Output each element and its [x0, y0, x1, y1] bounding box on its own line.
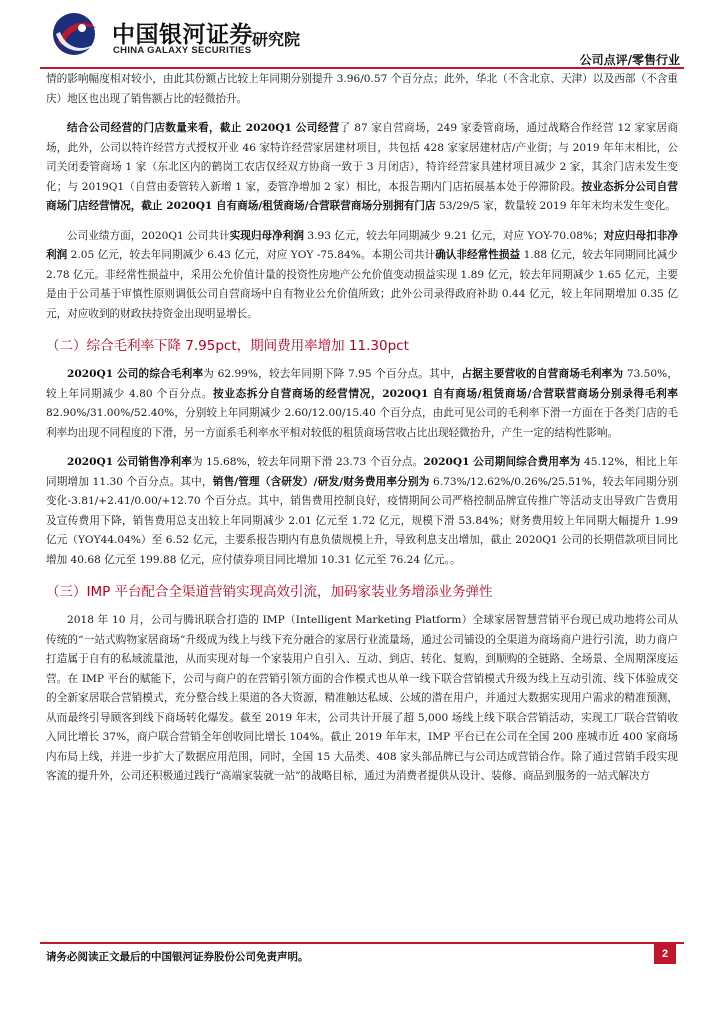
paragraph-performance [46, 227, 678, 325]
bold-text: 对应归母扣非净利润 [46, 229, 679, 261]
bold-text: 按业态拆分自营商场的经营情况，2020Q1 自有商场/租赁商场/合营联营商场分别录得毛利率 [213, 387, 678, 400]
report-body [46, 70, 678, 787]
paragraph-gross-margin [46, 365, 678, 443]
text-run: 公司业绩方面，2020Q1 公司共计 [67, 229, 230, 242]
header-divider [40, 67, 684, 69]
bold-text: 确认非经常性损益 [435, 249, 521, 261]
bold-text: 2020Q1 公司销售净利率 [67, 456, 192, 468]
bold-text: 2020Q1 公司期间综合费用率为 [423, 456, 581, 468]
section-title-margin: （二）综合毛利率下降 7.95pct，期间费用率增加 11.30pct [46, 338, 409, 354]
text-run: 6.73%/12.62%/0.26%/25.51%，较去年同期分别变化-3.81/+2.41/0.00/+12.70 个百分点。其中，销售费用控制良好，疫情期间公司严格控制品牌宣传推广等活动支出导致广告费用及宣传费用下降，销售费用总支出较上年同期减少 2.01 亿元至 1.72 亿元，规模下滑 53.84%；财务费用较上年同期大幅提升 1.99 亿元（YOY44.04%）至 6.52 亿元，主要系报告期内有息负债规模上升，导致利息支出增加，截止 2020Q1 公司的长期借款项目同比增加 40.68 亿元至 199.88 亿元，应付债券项目同比增加 10.31 亿元至 76.24 亿元。。 [46, 475, 679, 566]
text-run: 73.50%，较上年同期减少 4.80 个百分点。 [46, 368, 679, 400]
text-run: 2.05 亿元，较去年同期减少 6.43 亿元，对应 YOY -75.84%。本期公司共计 [67, 249, 436, 261]
text-run: 82.90%/31.00%/52.40%，分别较上年同期减少 2.60/12.00/15.40 个百分点，由此可见公司的毛利率下滑一方面在于各类门店的毛利率均出现不同程度的下滑，另一方面系毛利率水平相对较低的租赁商场营收占比出现轻微抬升，产生一定的结构性影响。 [46, 407, 678, 439]
text-run: 为 15.68%，较去年同期下滑 23.73 个百分点。 [191, 456, 424, 468]
bold-text: 实现归母净利润 [229, 229, 305, 242]
bold-text: 2020Q1 公司的综合毛利率 [67, 368, 204, 380]
text-run: 3.93 亿元，较去年同期减少 9.21 亿元，对应 YOY-70.08%； [304, 229, 604, 242]
page-header [0, 0, 724, 68]
disclaimer-note: 请务必阅读正文最后的中国银河证券股份公司免责声明。 [46, 951, 309, 963]
brand-name-en: CHINA GALAXY SECURITIES [113, 45, 252, 56]
bold-text: 销售/管理（含研发）/研发/财务费用率分别为 [212, 475, 430, 488]
bold-text: 按业态拆分公司自营商场门店经营情况，截止 2020Q1 自有商场/租赁商场/合营联营商场分别拥有门店 [46, 180, 679, 212]
bold-text: 占据主要营收的自营商场毛利率为 [461, 368, 624, 380]
report-type: 公司点评/零售行业 [579, 53, 680, 67]
research-institute-label: 研究院 [252, 30, 301, 49]
galaxy-logo-icon [52, 8, 98, 60]
text-run: 了 87 家自营商场，249 家委管商场，通过战略合作经营 12 家家居商场，此外，公司以特许经营方式授权开业 46 家特许经营家居建材项目，共包括 428 家家居建材店/产业街；与 2019 年年末相比，公司关闭委管商场 1 家（东北区内的鹤岗工农店仅经双方协商一致于 3 月闭店），特许经营家具建材项目减少 2 家，其余门店未发生变化；与 2019Q1（自营由委管转入新增 1 家，委管净增加 2 家）相比，本报告期内门店拓展基本处于停滞阶段。 [46, 122, 679, 193]
bold-text: 结合公司经营的门店数量来看，截止 2020Q1 公司经营 [67, 122, 340, 134]
section-title-imp: （三）IMP 平台配合全渠道营销实现高效引流，加码家装业务增添业务弹性 [46, 584, 493, 600]
text-run: 45.12%，相比上年同期增加 11.30 个百分点。其中， [46, 456, 678, 488]
paragraph-expense-ratio [46, 453, 678, 570]
page-number: 2 [654, 944, 676, 964]
brand-name-cn: 中国银河证券 [112, 22, 253, 48]
text-run: 为 62.99%，较去年同期下降 7.95 个百分点。其中， [203, 368, 462, 380]
text-run: 1.88 亿元，较去年同期同比减少 2.78 亿元。非经常性损益中，采用公允价值计量的投资性房地产公允价值变动损益实现 1.89 亿元，较去年同期减少 1.65 亿元，主要是由于公司基于审慎性原则调低公司自营商场中自有物业公允价值所致；此外公司录得政府补助 0.44 亿元，较上年同期增加 0.35 亿元，对应收到的财政扶持资金出现明显增长。 [46, 249, 678, 320]
paragraph-store-count [46, 119, 678, 217]
text-run: 53/29/5 家，数量较 2019 年年末均未发生变化。 [435, 200, 676, 212]
paragraph-regional-share: 情的影响幅度相对较小，由此其份额占比较上年同期分别提升 3.96/0.57 个百分点；此外，华北（不含北京、天津）以及西部（不含重庆）地区也出现了销售额占比的轻微抬升。 [46, 73, 678, 105]
paragraph-imp-platform: 2018 年 10 月，公司与腾讯联合打造的 IMP（Intelligent Marketing Platform）全球家居智慧营销平台现已成功地将公司从传统的“一站式购物家居商场”升级成为线上与线下充分融合的家居行业流量场，通过公司铺设的全渠道为商场商户进行引流，助力商户打造属于自有的私域流量池，从而实现对每一个家装用户自引入、互动、到店、转化、复购，到顺购的全链路、全场景、全周期深度运营。在 IMP 平台的赋能下，公司与商户的在营销引领方面的合作模式也从单一线下联合营销模式升级为线上互动引流、线下体验成交的全新家居联合营销模式，充分整合线上渠道的各大资源，精准触达私域、公域的潜在用户，并通过大数据实现用户需求的精准预测，从而最终引导顾客到线下商场转化爆发。截至 2019 年末，公司共计开展了超 5,000 场线上线下联合营销活动，实现工厂联合营销收入同比增长 37%，商户联合营销全年创收同比增长 104%。截止 2019 年年末，IMP 平台已在公司在全国 200 座城市近 400 家商场内布局上线，并进一步扩大了数据应用范围，同时，全国 15 大品类、408 家头部品牌已与公司达成营销合作。除了通过营销手段实现客流的提升外，公司还积极通过践行“高端家装就一站”的战略目标，通过为消费者提供从设计、装修、商品到服务的一站式解决方 [46, 614, 678, 782]
footer-divider [40, 942, 684, 944]
